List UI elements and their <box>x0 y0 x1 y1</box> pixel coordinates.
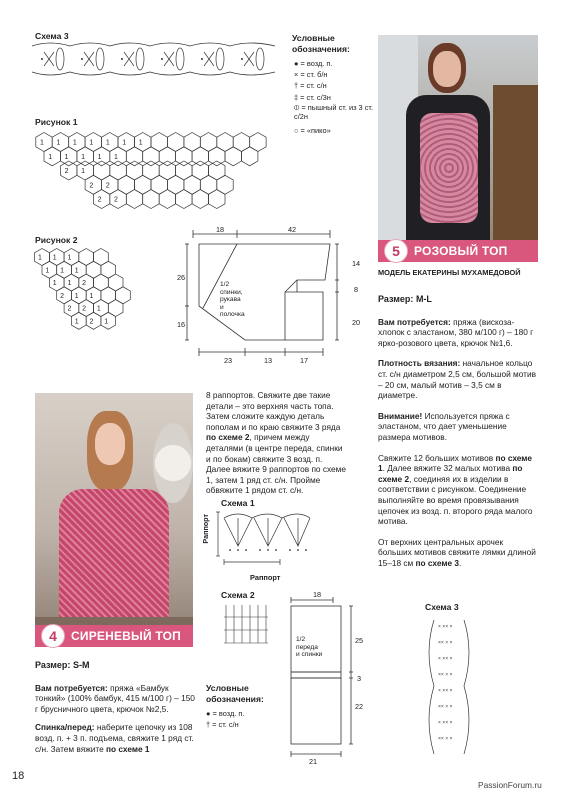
fig2-hex-label: 1 <box>74 292 79 300</box>
fig1-hex-cell <box>192 190 208 209</box>
fig2-hex-cell <box>101 261 116 278</box>
fig2-hex-cell <box>86 261 101 278</box>
fig2-hex-cell <box>71 261 86 278</box>
fig1-hex-cell <box>118 133 135 152</box>
dim-left-16: 16 <box>177 320 186 329</box>
model5-credit: МОДЕЛЬ ЕКАТЕРИНЫ МУХАМЕДОВОЙ <box>378 268 521 277</box>
fig1-hex-cell <box>233 133 250 152</box>
fig2-hex-cell <box>71 287 86 304</box>
fig2-hex-label: 1 <box>60 267 64 275</box>
legend2-title: Условные обозначения: <box>206 683 264 704</box>
fig2-hex-cell <box>116 287 131 304</box>
dim-bottom-17: 17 <box>300 356 309 365</box>
scheme2-label: Схема 2 <box>221 590 255 600</box>
fig2-hex-label: 2 <box>67 305 72 313</box>
fig1-hex-cell <box>176 147 193 166</box>
fig1-hex-cell <box>217 133 233 152</box>
fig1-hex-cell <box>77 147 94 166</box>
pattern-schematic-bottom <box>283 596 363 766</box>
fig1-hex-cell <box>176 161 193 180</box>
fig1-hex-label: 1 <box>122 139 127 147</box>
svg-text:×× × ×: ×× × × <box>438 640 453 646</box>
dim-bottom-13: 13 <box>264 356 273 365</box>
pattern-top-inner-label: 1/2 спинки, рукава и полочка <box>220 281 245 319</box>
dim-b-18: 18 <box>313 590 322 599</box>
legend2-item-dc: † = ст. с/н <box>206 720 239 730</box>
dim-b-3: 3 <box>357 674 362 683</box>
dim-right-20: 20 <box>352 318 361 327</box>
scheme3-vertical-diagram <box>424 618 474 756</box>
fig1-hex-label: 1 <box>40 139 44 147</box>
fig2-hex-label: 1 <box>74 267 79 275</box>
fig2-hex-cell <box>57 287 72 304</box>
fig1-hex-cell <box>52 133 68 152</box>
fig1-hex-cell <box>209 161 226 180</box>
fig1-hex-cell <box>126 161 142 180</box>
fig1-hex-cell <box>200 133 217 152</box>
figure1-hex-grid <box>34 130 294 226</box>
fig2-hex-label: 1 <box>89 292 94 300</box>
fig1-hex-cell <box>93 161 109 180</box>
legend-list <box>294 58 374 136</box>
legend-item-picot: ○ = «пико» <box>294 125 331 135</box>
fig1-label: Рисунок 1 <box>35 117 78 127</box>
rapport-horizontal-label: Раппорт <box>250 573 281 582</box>
model4-text: Размер: S-M Вам потребуется: пряжа «Бамбук тонкий» (100% бамбук, 415 м/100 г) – 150 г брусничного цвета, крючок №2,5. Спинка/перед: наберите цепочку из 108 возд. п. + 3 п. подъема, свяжите 1 ряд ст. с/н. Затем вяжите по схеме 1 <box>35 660 195 754</box>
fig1-hex-cell <box>36 133 52 152</box>
dim-right-8: 8 <box>354 285 359 294</box>
fig2-hex-label: 1 <box>67 254 72 262</box>
fig1-hex-cell <box>143 161 160 180</box>
fig1-hex-cell <box>159 190 175 209</box>
fig2-hex-label: 1 <box>38 254 42 262</box>
fig1-hex-cell <box>135 133 152 152</box>
fig1-hex-label: 1 <box>56 139 61 147</box>
fig1-hex-cell <box>192 161 208 180</box>
svg-text:×× × ×: ×× × × <box>438 672 453 678</box>
figure2-hex-grid <box>34 248 174 338</box>
fig1-hex-cell <box>110 190 127 209</box>
scheme1-label: Схема 1 <box>221 498 255 508</box>
fig1-hex-label: 1 <box>114 153 118 161</box>
badge-number-4: 4 <box>41 624 65 648</box>
scheme1-diagram <box>214 510 310 570</box>
fig2-hex-label: 2 <box>89 318 94 326</box>
badge-title-4: СИРЕНЕВЫЙ ТОП <box>71 629 181 643</box>
fig1-hex-label: 1 <box>89 139 94 147</box>
fig1-hex-label: 2 <box>89 182 94 190</box>
dim-top-42: 42 <box>288 225 297 234</box>
fig2-hex-label: 2 <box>82 305 87 313</box>
fig1-hex-cell <box>110 147 127 166</box>
badge-model-4 <box>35 625 193 647</box>
fig1-hex-label: 2 <box>97 196 102 204</box>
fig2-hex-label: 1 <box>104 318 109 326</box>
fig1-hex-label: 1 <box>81 153 86 161</box>
fig1-hex-cell <box>217 175 233 194</box>
fig1-hex-cell <box>143 190 160 209</box>
legend-title: Условные обозначения: <box>292 33 350 54</box>
fig1-hex-cell <box>167 133 184 152</box>
fig1-hex-cell <box>135 175 152 194</box>
legend2-list <box>206 708 284 730</box>
fig1-hex-cell <box>151 133 167 152</box>
svg-text:× ×× ×: × ×× × <box>438 688 453 694</box>
scheme3-top-diagram <box>30 42 280 78</box>
fig2-hex-label: 2 <box>60 292 64 300</box>
fig1-hex-cell <box>176 190 193 209</box>
legend-item-tr: ‡ = ст. с/3н <box>294 92 331 102</box>
site-watermark: PassionForum.ru <box>478 780 542 790</box>
legend-item-puff: ⦶ = пышный ст. из 3 ст. с/2н <box>294 102 374 121</box>
fig1-hex-label: 1 <box>138 139 143 147</box>
fig1-hex-cell <box>250 133 266 152</box>
fig1-hex-cell <box>167 175 184 194</box>
fig1-hex-cell <box>69 133 85 152</box>
fig2-hex-label: 2 <box>82 280 87 287</box>
legend2-item-chain: ● = возд. п. <box>206 709 245 718</box>
model4-text-continued: 8 раппортов. Свяжите две такие детали – это верхняя часть топа. Затем сложите каждую деталь пополам и по краю свяжите 3 ряда по схеме 2, причем между деталями (в центре переда, спинки и по бокам) свяжите 3 возд. п. Далее вяжите 9 раппортов по схеме 1, затем 1 ряд ст. с/н. Пройме обвяжите 1 рядом ст. с/н. <box>206 390 346 496</box>
dim-b-21: 21 <box>309 757 318 766</box>
dim-left-26: 26 <box>177 273 186 282</box>
fig1-hex-cell <box>85 133 102 152</box>
fig2-hex-label: 1 <box>96 305 101 313</box>
fig1-hex-cell <box>242 147 258 166</box>
fig1-hex-label: 1 <box>97 153 102 161</box>
fig1-hex-cell <box>126 147 142 166</box>
fig1-hex-cell <box>85 175 102 194</box>
fig1-hex-label: 2 <box>64 168 69 175</box>
dim-right-14: 14 <box>352 259 361 268</box>
svg-text:× ×× ×: × ×× × <box>438 656 453 662</box>
model5-text: Размер: M-L Вам потребуется: пряжа (вискоза-хлопок с эластаном, 380 м/100 г) – 180 г ярко-розового цвета, крючок №1,6. Плотность вязания: начальное кольцо ст. с/н диаметром 2,5 см, большой мотив – 20 см, малый мотив – 3,5 см в диаметре. Внимание! Используется пряжа с эластаном, что дает уменьшение размера мотивов. Свяжите 12 больших мотивов по схеме 1. Далее вяжите 32 малых мотива по схеме 2, соединяя их в изделии в соответствии с рисунком. Соединение выполняйте во время провязывания цепочек из возд. п. второго ряда малого мотива. От верхних центральных арочек больших мотивов свяжите лямки длиной 15–18 см по схеме 3. <box>378 294 536 568</box>
dim-top-18: 18 <box>216 225 225 234</box>
fig2-label: Рисунок 2 <box>35 235 78 245</box>
fig1-hex-cell <box>44 147 61 166</box>
pattern-bottom-inner-label: 1/2 переда и спинки <box>296 636 323 659</box>
fig1-hex-cell <box>110 161 127 180</box>
dim-b-22: 22 <box>355 702 364 711</box>
fig1-hex-label: 1 <box>105 139 110 147</box>
fig1-hex-cell <box>225 147 242 166</box>
svg-text:× ×× ×: × ×× × <box>438 720 453 726</box>
fig1-hex-label: 1 <box>64 153 69 161</box>
fig2-hex-cell <box>101 312 116 329</box>
fig1-hex-label: 1 <box>48 153 53 161</box>
svg-text:× ×× ×: × ×× × <box>438 624 453 630</box>
fig1-hex-cell <box>77 161 94 180</box>
pattern-schematic-top <box>185 228 355 368</box>
dim-bottom-23: 23 <box>224 356 233 365</box>
fig1-hex-cell <box>209 147 226 166</box>
badge-title-5: РОЗОВЫЙ ТОП <box>414 244 508 258</box>
fig1-hex-cell <box>93 147 109 166</box>
fig1-hex-label: 2 <box>105 182 110 190</box>
fig2-hex-label: 1 <box>74 318 79 326</box>
fig1-hex-label: 1 <box>81 168 86 175</box>
fig2-hex-label: 1 <box>52 254 57 262</box>
fig2-hex-cell <box>86 312 101 329</box>
photo-model-5 <box>378 35 538 262</box>
fig2-hex-cell <box>86 287 101 304</box>
fig1-hex-cell <box>184 175 200 194</box>
fig1-hex-cell <box>102 175 118 194</box>
fig1-hex-cell <box>143 147 160 166</box>
legend-item-chain: ● = возд. п. <box>294 59 333 68</box>
fig1-hex-cell <box>102 133 118 152</box>
fig2-hex-cell <box>71 312 86 329</box>
fig1-hex-cell <box>61 161 77 180</box>
badge-number-5: 5 <box>384 239 408 263</box>
fig2-hex-label: 1 <box>52 280 57 287</box>
fig2-hex-cell <box>101 287 116 304</box>
fig1-hex-cell <box>209 190 226 209</box>
page-number: 18 <box>12 770 25 782</box>
fig2-hex-label: 1 <box>67 280 72 287</box>
fig2-hex-cell <box>42 261 57 278</box>
svg-text:×× × ×: ×× × × <box>438 736 453 742</box>
svg-text:×× × ×: ×× × × <box>438 704 453 710</box>
fig1-hex-cell <box>192 147 208 166</box>
scheme3-right-label: Схема 3 <box>425 602 459 612</box>
fig1-hex-cell <box>151 175 167 194</box>
scheme2-diagram <box>222 603 272 651</box>
fig1-hex-cell <box>61 147 77 166</box>
fig1-hex-cell <box>126 190 142 209</box>
fig1-hex-label: 2 <box>114 196 118 204</box>
fig2-hex-cell <box>57 261 72 278</box>
legend-item-sc: × = ст. б/н <box>294 70 328 80</box>
rapport-vertical-label: Раппорт <box>201 514 210 544</box>
photo-model-4 <box>35 393 193 646</box>
scheme3-label: Схема 3 <box>35 31 69 41</box>
fig1-hex-cell <box>184 133 200 152</box>
legend-item-dc: † = ст. с/н <box>294 81 327 91</box>
fig1-hex-cell <box>159 147 175 166</box>
badge-model-5 <box>378 240 538 262</box>
fig2-hex-label: 1 <box>45 267 50 275</box>
fig1-hex-cell <box>159 161 175 180</box>
fig1-hex-cell <box>93 190 109 209</box>
fig1-hex-label: 1 <box>72 139 77 147</box>
dim-b-25: 25 <box>355 636 364 645</box>
fig1-hex-cell <box>118 175 135 194</box>
fig1-hex-cell <box>200 175 217 194</box>
